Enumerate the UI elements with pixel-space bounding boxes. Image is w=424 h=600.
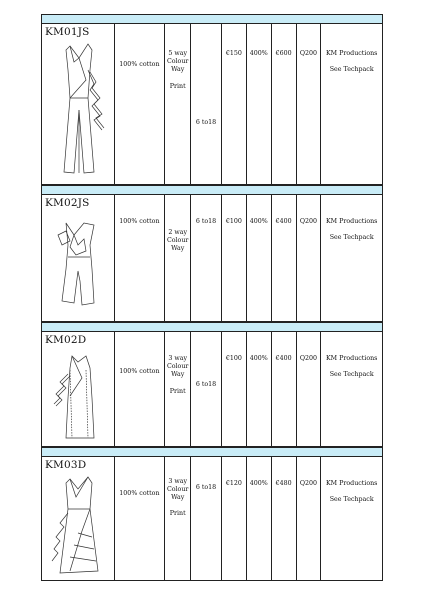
fabric-cell [115, 195, 166, 321]
supplier-text: KM Productions [325, 50, 378, 57]
wrap-dress-sketch-icon [48, 473, 110, 577]
playsuit-sketch-icon [48, 211, 110, 317]
retail-price-text: €600 [275, 50, 292, 57]
print-text: Print [169, 83, 186, 90]
column-dress-sketch-icon [48, 348, 110, 444]
retail-cell [272, 332, 297, 446]
size-range-text: 6 to18 [195, 484, 217, 491]
fabric-text: 100% cotton [119, 490, 160, 497]
product-row [41, 457, 383, 581]
quantity-text: Q200 [299, 355, 318, 362]
colourway-text: 3 way Colour Way [166, 478, 189, 501]
product-cell [42, 457, 115, 580]
markup-text: 400% [249, 50, 268, 57]
row-divider-band [41, 185, 383, 195]
fabric-text: 100% cotton [119, 218, 160, 225]
cost-price-text: €150 [225, 50, 242, 57]
quantity-cell [297, 457, 322, 580]
markup-text: 400% [249, 218, 268, 225]
supplier-cell [321, 24, 382, 184]
colourway-text: 2 way Colour Way [166, 229, 189, 252]
markup-cell [247, 195, 272, 321]
supplier-cell [321, 457, 382, 580]
quantity-text: Q200 [299, 480, 318, 487]
colourway-cell [165, 24, 191, 184]
style-code: KM02D [45, 334, 87, 346]
retail-price-text: €400 [275, 355, 292, 362]
jumpsuit-sketch-icon [48, 40, 110, 180]
retail-price-text: €400 [275, 218, 292, 225]
markup-cell [247, 457, 272, 580]
product-cell [42, 332, 115, 446]
fabric-cell [115, 24, 166, 184]
cost-cell [222, 195, 247, 321]
size-range-text: 6 to18 [195, 381, 217, 388]
row-divider-band [41, 322, 383, 332]
quantity-text: Q200 [299, 50, 318, 57]
quantity-cell [297, 332, 322, 446]
retail-cell [272, 24, 297, 184]
cost-cell [222, 24, 247, 184]
size-cell [191, 195, 222, 321]
style-code: KM03D [45, 459, 87, 471]
row-divider-band [41, 447, 383, 457]
cost-price-text: €100 [225, 218, 242, 225]
size-range-text: 6 to18 [195, 218, 217, 225]
product-row [41, 332, 383, 447]
print-text: Print [169, 510, 186, 517]
product-row [41, 195, 383, 322]
supplier-text: KM Productions [325, 355, 378, 362]
markup-text: 400% [249, 480, 268, 487]
row-divider-band [41, 14, 383, 24]
retail-price-text: €480 [275, 480, 292, 487]
markup-cell [247, 332, 272, 446]
supplier-text: KM Productions [325, 480, 378, 487]
quantity-cell [297, 195, 322, 321]
techpack-note: See Techpack [329, 496, 374, 503]
range-plan-sheet [41, 14, 383, 581]
print-text: Print [169, 388, 186, 395]
markup-text: 400% [249, 355, 268, 362]
supplier-text: KM Productions [325, 218, 378, 225]
size-cell [191, 332, 222, 446]
style-code: KM01JS [45, 26, 90, 38]
size-cell [191, 457, 222, 580]
quantity-text: Q200 [299, 218, 318, 225]
colourway-text: 3 way Colour Way [166, 355, 189, 378]
fabric-cell [115, 457, 166, 580]
supplier-cell [321, 332, 382, 446]
retail-cell [272, 195, 297, 321]
retail-cell [272, 457, 297, 580]
cost-cell [222, 457, 247, 580]
colourway-cell [165, 195, 191, 321]
fabric-cell [115, 332, 166, 446]
markup-cell [247, 24, 272, 184]
cost-price-text: €120 [225, 480, 242, 487]
size-range-text: 6 to18 [195, 119, 217, 126]
colourway-cell [165, 457, 191, 580]
size-cell [191, 24, 222, 184]
fabric-text: 100% cotton [119, 61, 160, 68]
colourway-text: 5 way Colour Way [166, 50, 189, 73]
techpack-note: See Techpack [329, 66, 374, 73]
supplier-cell [321, 195, 382, 321]
techpack-note: See Techpack [329, 234, 374, 241]
cost-cell [222, 332, 247, 446]
techpack-note: See Techpack [329, 371, 374, 378]
colourway-cell [165, 332, 191, 446]
quantity-cell [297, 24, 322, 184]
style-code: KM02JS [45, 197, 90, 209]
product-row [41, 24, 383, 185]
cost-price-text: €100 [225, 355, 242, 362]
product-cell [42, 195, 115, 321]
product-cell [42, 24, 115, 184]
fabric-text: 100% cotton [119, 368, 160, 375]
